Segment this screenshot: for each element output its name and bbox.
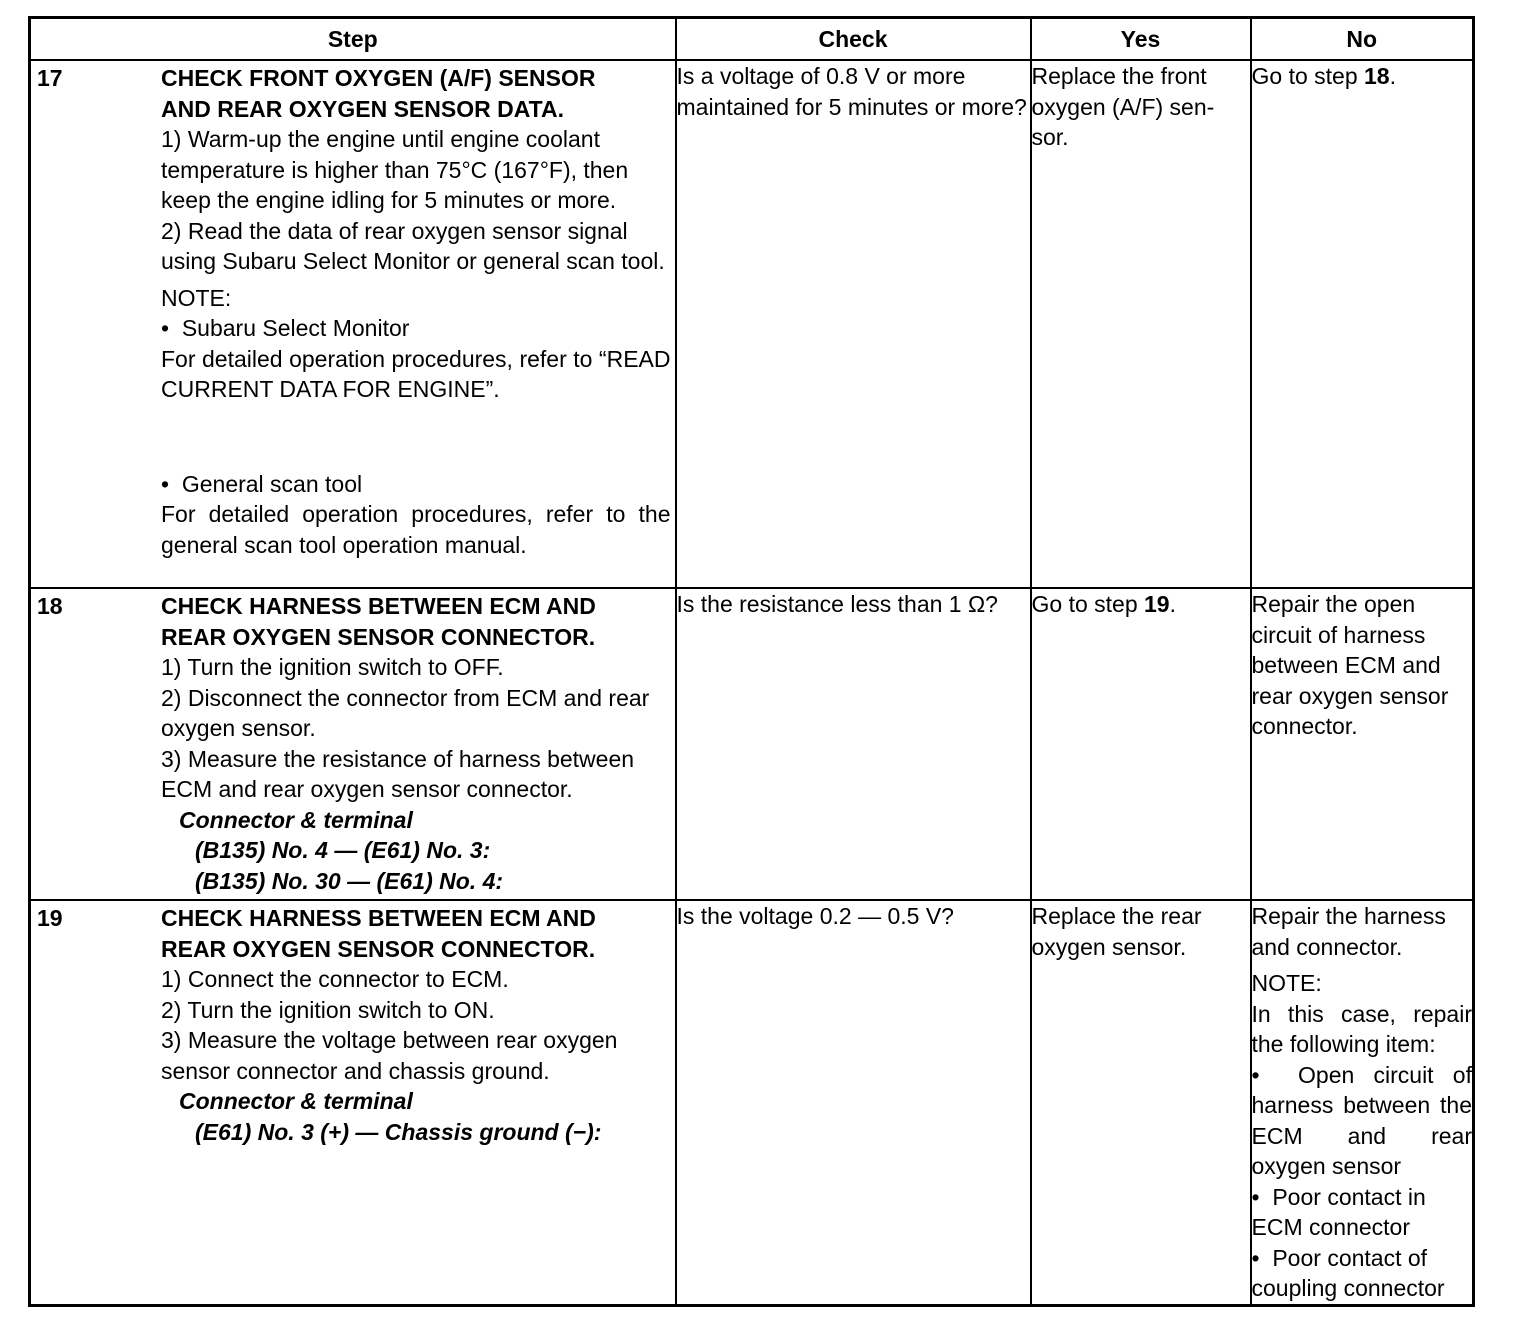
step-instruction: 1) Turn the ignition switch to OFF. xyxy=(161,654,504,680)
header-row xyxy=(30,18,1474,61)
yes-text: Go to step xyxy=(1031,591,1145,617)
no-cell xyxy=(1251,60,1474,588)
connector-label: Connector & terminal xyxy=(179,1088,413,1114)
step-number: 18 xyxy=(37,593,63,619)
no-text-end: . xyxy=(1389,63,1396,89)
bullet-item: • General scan tool xyxy=(161,469,671,500)
step-title: CHECK HARNESS BETWEEN ECM AND xyxy=(161,905,596,931)
bullet-item: • Poor contact of coupling connector xyxy=(1252,1243,1473,1304)
step-title: AND REAR OXYGEN SENSOR DATA. xyxy=(161,95,564,122)
note-text: For detailed operation procedures, refer to the general scan tool operation manual. xyxy=(161,501,671,558)
step-title: CHECK FRONT OXYGEN (A/F) SENSOR xyxy=(161,65,596,91)
step-instruction: 2) Disconnect the connector from ECM and rear oxygen sensor. xyxy=(161,684,650,741)
header-check: Check xyxy=(676,18,1031,61)
step-instruction: 2) Read the data of rear oxygen sensor signal using Subaru Select Monitor or general scan tool. xyxy=(161,217,665,274)
step-title: REAR OXYGEN SENSOR CONNECTOR. xyxy=(161,623,596,650)
note-text: For detailed operation procedures, refer to “READ CURRENT DATA FOR ENGINE”. xyxy=(161,345,671,402)
check-cell: Is the resistance less than 1 Ω? xyxy=(676,588,1031,900)
header-step: Step xyxy=(30,18,676,61)
diagnostic-table xyxy=(28,16,1475,1307)
step-cell xyxy=(30,900,676,1305)
no-cell: Repair the open circuit of harness between ECM and rear oxygen sensor connector. xyxy=(1251,588,1474,900)
bullet-item: • Open circuit of harness between the ECM and rear oxygen sensor xyxy=(1252,1060,1473,1182)
note-label: NOTE: xyxy=(161,284,232,311)
no-cell xyxy=(1251,900,1474,1305)
step-title: CHECK HARNESS BETWEEN ECM AND xyxy=(161,593,596,619)
step-reference: 18 xyxy=(1364,63,1390,89)
yes-cell: Replace the front oxygen (A/F) sen-sor. xyxy=(1031,60,1251,588)
no-text: Repair the harness and connector. xyxy=(1251,903,1446,960)
step-reference: 19 xyxy=(1144,591,1170,617)
step-cell xyxy=(30,60,676,588)
table-row xyxy=(30,60,1474,588)
step-instruction: 2) Turn the ignition switch to ON. xyxy=(161,996,495,1023)
check-cell: Is the voltage 0.2 — 0.5 V? xyxy=(676,900,1031,1305)
step-instruction: 1) Connect the connector to ECM. xyxy=(161,966,509,992)
yes-cell xyxy=(1031,588,1251,900)
table-row xyxy=(30,588,1474,900)
yes-text-end: . xyxy=(1169,591,1176,617)
note-text: In this case, repair the following item: xyxy=(1251,1000,1472,1057)
connector-label: Connector & terminal xyxy=(179,806,413,833)
yes-cell: Replace the rear oxygen sensor. xyxy=(1031,900,1251,1305)
bullet-item: • Poor contact in ECM connector xyxy=(1252,1182,1473,1243)
header-no: No xyxy=(1251,18,1474,61)
terminal-spec: (E61) No. 3 (+) — Chassis ground (−): xyxy=(195,1118,602,1145)
bullet-item: • Subaru Select Monitor xyxy=(161,313,671,344)
step-cell xyxy=(30,588,676,900)
step-instruction: 3) Measure the resistance of harness between ECM and rear oxygen sensor connector. xyxy=(161,745,635,802)
step-instruction: 3) Measure the voltage between rear oxygen sensor connector and chassis ground. xyxy=(161,1027,618,1084)
note-label: NOTE: xyxy=(1251,970,1322,996)
no-text: Go to step xyxy=(1251,63,1365,89)
header-yes: Yes xyxy=(1031,18,1251,61)
step-title: REAR OXYGEN SENSOR CONNECTOR. xyxy=(161,935,596,962)
step-number: 19 xyxy=(37,905,63,931)
table-row xyxy=(30,900,1474,1305)
check-cell: Is a voltage of 0.8 V or more maintained for 5 minutes or more? xyxy=(676,60,1031,588)
terminal-spec: (B135) No. 30 — (E61) No. 4: xyxy=(195,867,504,894)
step-instruction: 1) Warm-up the engine until engine coolant temperature is higher than 75°C (167°F), then keep the engine idling for 5 minutes or more. xyxy=(161,126,629,213)
step-number: 17 xyxy=(37,65,63,91)
terminal-spec: (B135) No. 4 — (E61) No. 3: xyxy=(195,837,491,863)
